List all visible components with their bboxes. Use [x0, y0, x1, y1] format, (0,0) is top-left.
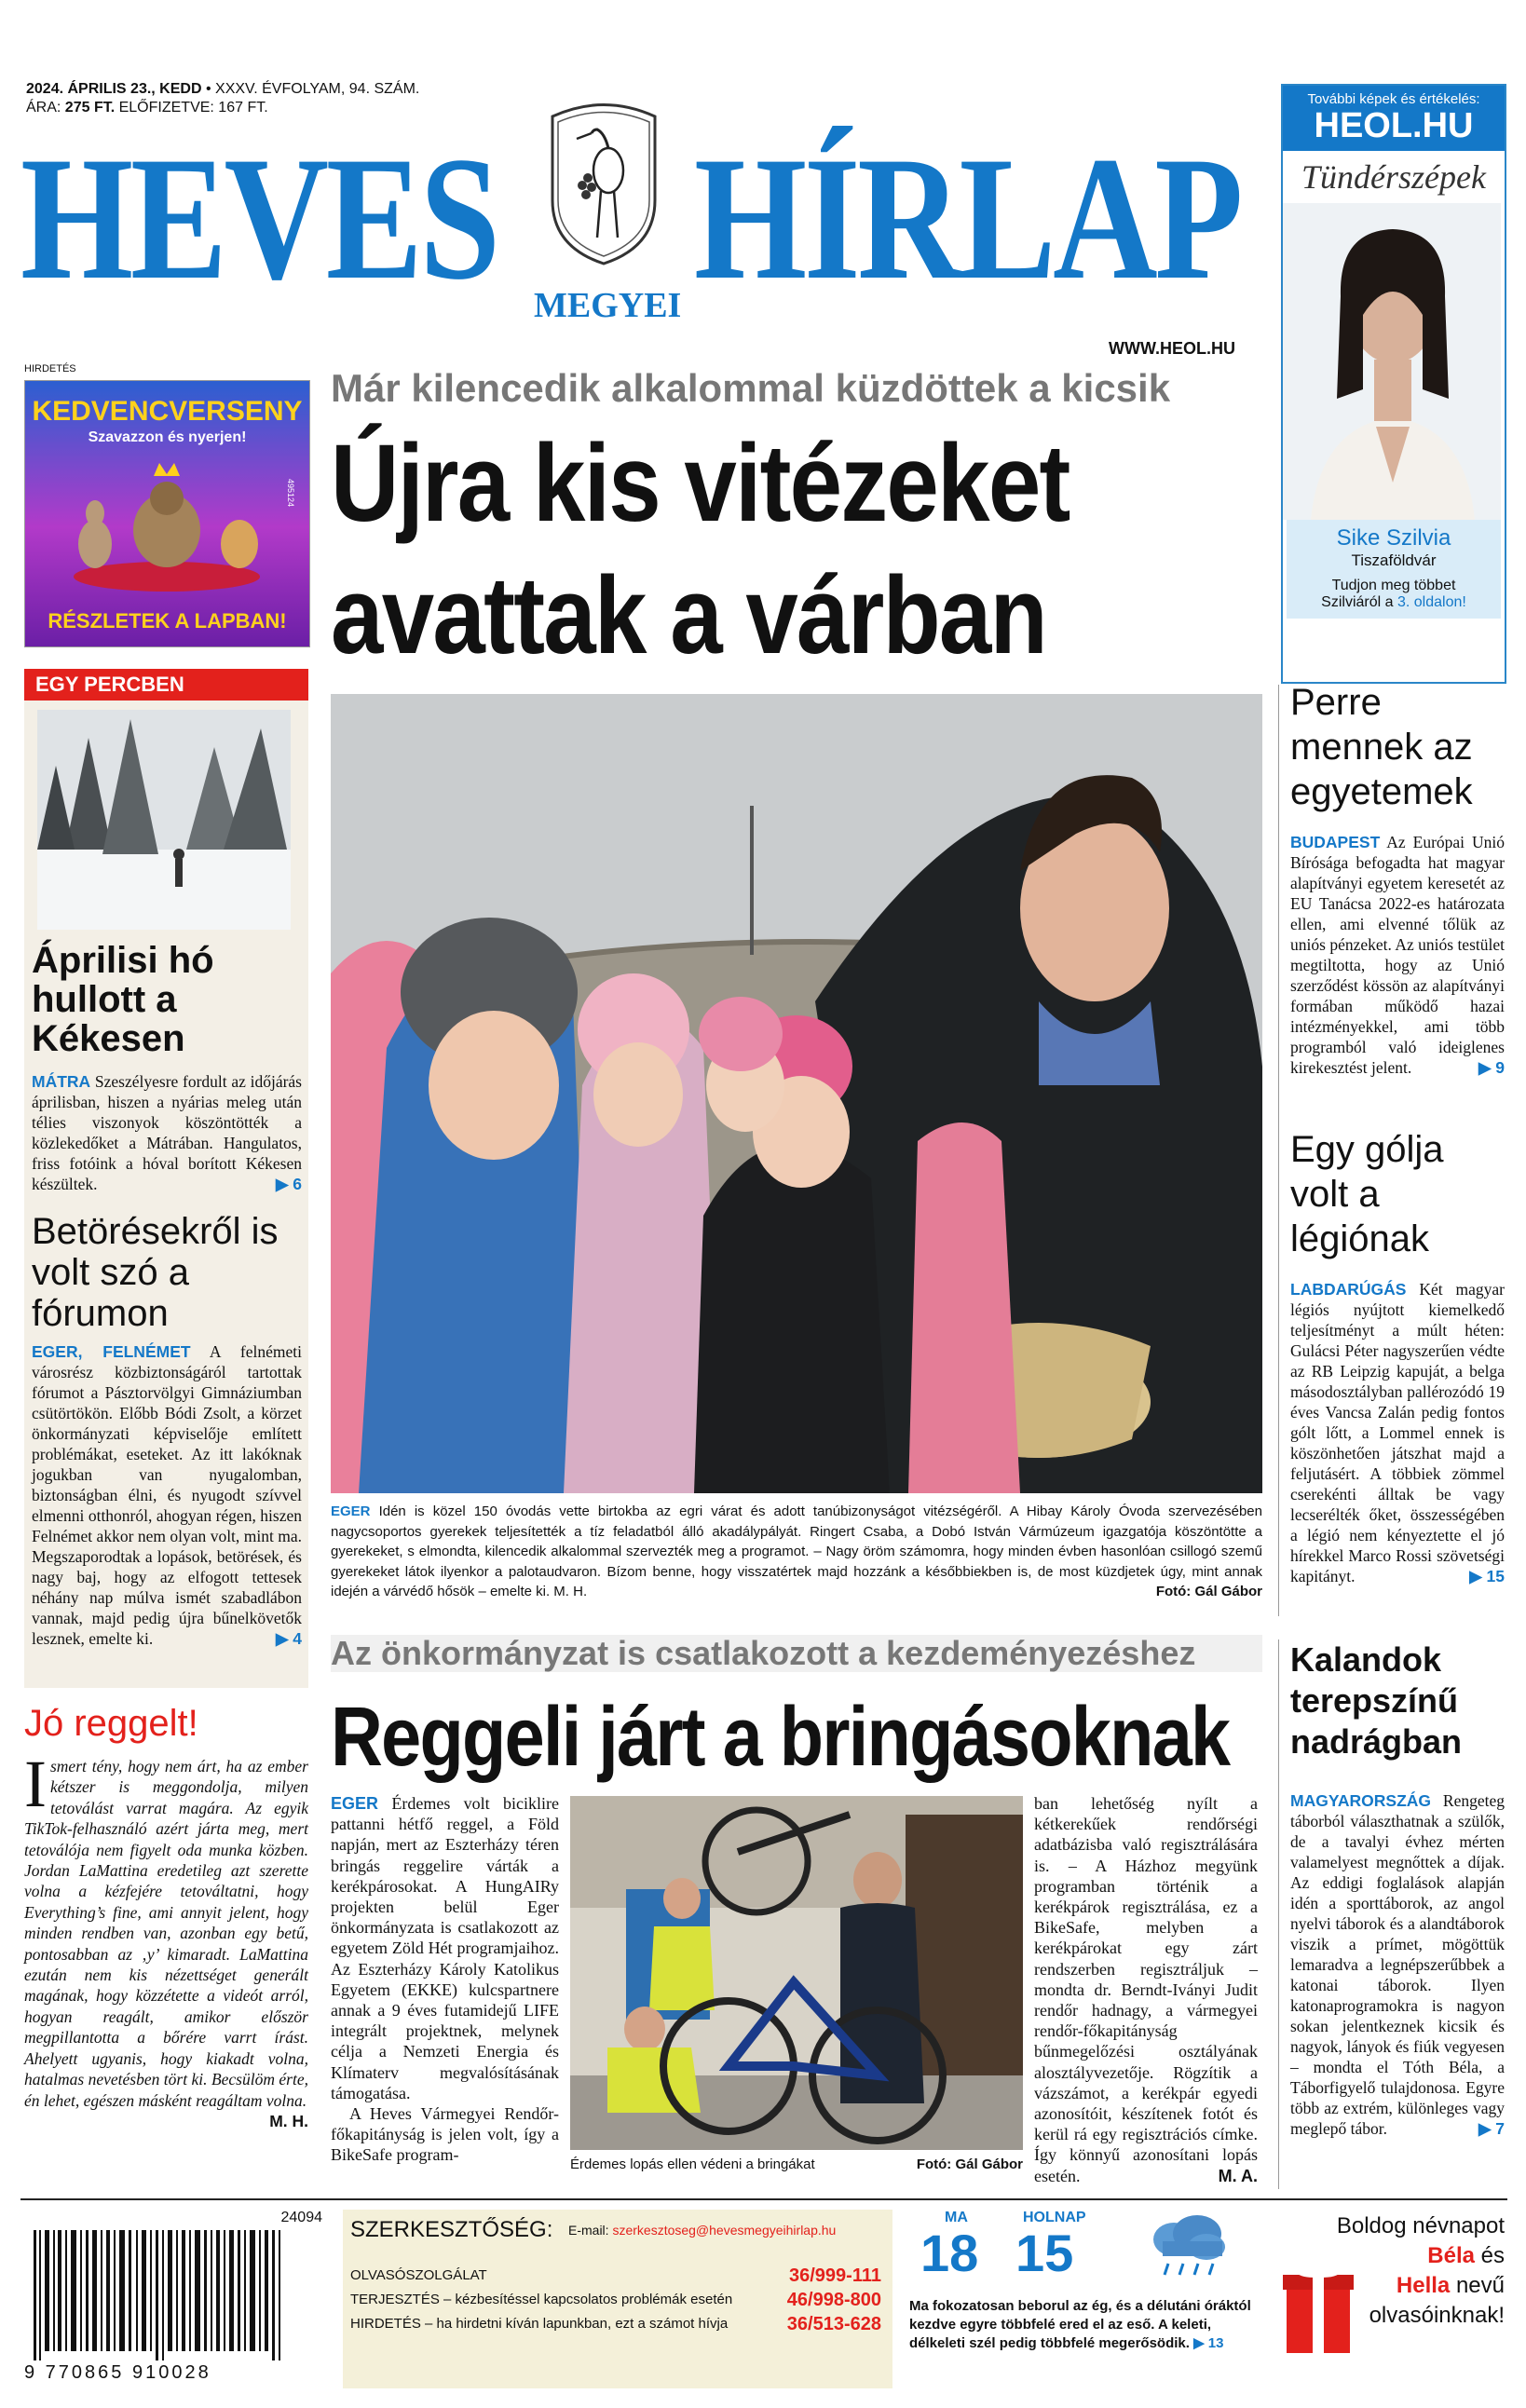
ad-cta: RÉSZLETEK A LAPBAN!: [48, 609, 287, 633]
right-column-divider: [1278, 685, 1279, 1616]
nameday-text: [1281, 2211, 1505, 2331]
story-universities-headline: Perre mennek az egyetemek: [1290, 682, 1473, 812]
bike-kicker: Az önkormányzat is csatlakozott a kezdeményezéshez: [331, 1635, 1262, 1672]
lead-headline-line2: avattak a várban: [331, 554, 1046, 677]
bike-photo: [570, 1796, 1023, 2150]
story-forum-dateline: EGER, FELNÉMET: [32, 1342, 191, 1361]
bike-headline: Reggeli járt a bringásoknak: [331, 1691, 1230, 1784]
nameday-name1: Béla: [1427, 2243, 1475, 2268]
promo-person-town: Tiszaföldvár: [1351, 551, 1437, 569]
website-link[interactable]: WWW.HEOL.HU: [1109, 339, 1235, 358]
story-universities-body: [1290, 832, 1505, 1078]
column-body: [24, 1747, 308, 2131]
story-forum-page-link[interactable]: ▶ 4: [275, 1629, 302, 1648]
bike-photo-caption: Érdemes lopás ellen védeni a bringákat: [570, 2156, 815, 2172]
story-legion-text: Két magyar légiós nyújtott kiemelkedő teljesítményt a múlt héten: Gulácsi Péter nagyszerűen védte az RB Leipzig kapuját, a belga másodosztályban pallérozódó 19 éves Vancsa Zalán pedig fontos gólt lőtt, a Lommel ennek is köszönhetően játszhat majd a feljutásért. A többiek zömmel cserekénti álltak be vagy lecserélték őket, összességében a légió nem kényeztette el jó hírekkel Marco Rossi szövetségi kapitányt.: [1290, 1280, 1505, 1585]
bike-photo-credit: Fotó: Gál Gábor: [916, 2156, 1023, 2172]
lead-caption: [331, 1502, 1262, 1602]
editorial-email[interactable]: szerkesztoseg@hevesmegyeihirlap.hu: [612, 2223, 837, 2238]
promo-teaser-line1: Tudjon meg többet: [1331, 578, 1456, 593]
story-camps-text: Rengeteg táborból választhatnak a szülők, de a tavalyi évhez mérten valamelyest megnőttek a díjak. Az eddigi foglalások alapján idén a sporttáborok, az angol nyelvi táborok és a alandtáborok viszik a prímet, mögöttük lemaradva a legnépszerűbbek a katonai táborok. Ilyen katonaprogramokra is nagyon sokan jelentkeznek kicsik és nagyok, lányok és fiúk vegyesen – mondta el Tóth Béla, a Táborfigyelő tulajdonosa. Egyre több az extrém, különleges vagy meglepő tábor.: [1290, 1791, 1505, 2138]
bike-photo-caption-row: [570, 2156, 1023, 2172]
issue-date: 2024. ÁPRILIS 23., KEDD: [26, 81, 202, 97]
lead-caption-text: Idén is közel 150 óvodás vette birtokba az egri várat és adott tanúbizonyságot vitézségéről. A Hibay Károly Óvoda szervezésében nagycsoportos gyerekek teljesítették a tíz feladatból álló akadálypályát. Ringert Csaba, a Dobó István Vármúzeum igazgatója köszöntötte a gyerekeket, s elmondta, kilencedik alkalommal szervezték meg a programot. – Nagy öröm számomra, hogy minden évben hasonlóan csillogó szemű gyerekeket látok ilyenkor a palotaudvaron. Bízom benne, hogy visszatértek majd hozzánk a későbbiekben is, de most küzdjetek úgy, mint annak idején a várvédő hősök – emelte ki. M. H.: [331, 1503, 1262, 1599]
column-dropcap: I: [24, 1747, 47, 1821]
ad-subtitle: Szavazzon és nyerjen!: [88, 429, 247, 445]
story-universities-page-link[interactable]: ▶ 9: [1478, 1058, 1505, 1077]
story-universities-text: Az Európai Unió Bírósága befogadta hat magyar alapítványi egyetem keresetét az EU Tanácsa 2022-es határozata ellen, ami elvenné tőlük az uniós pénzeket. Az uniós testület megtiltotta, hogy az Unió szerződést kössön az alapítványi formában működő hazai intézményekkel, ami több programból való ideiglenes kirekesztést jelent.: [1290, 833, 1505, 1077]
editorial-row: [350, 2264, 881, 2288]
story-snow-headline: Áprilisi hó hullott a Kékesen: [32, 940, 214, 1059]
story-universities-dateline: BUDAPEST: [1290, 833, 1381, 851]
editorial-row: [350, 2288, 881, 2312]
promo-teaser-b: 3. oldalon!: [1397, 594, 1466, 610]
story-legion-page-link[interactable]: ▶ 15: [1469, 1567, 1505, 1585]
barcode-top-number: 24094: [280, 2210, 322, 2225]
story-snow-text: Szeszélyesre fordult az időjárás áprilisban, hiszen a nyárias meleg után télies viszonyok köszöntötték a közlekedőket a Mátrában. Hangulatos, friss fotóink a hóval borított Kékesen készültek.: [32, 1072, 302, 1193]
story-camps-page-link[interactable]: ▶ 7: [1478, 2119, 1505, 2138]
weather-forecast: [909, 2297, 1268, 2353]
editorial-row-label: OLVASÓSZOLGÁLAT: [350, 2267, 487, 2283]
story-universities-page: 9: [1495, 1058, 1505, 1077]
editorial-row-number[interactable]: 36/513-628: [786, 2314, 881, 2334]
bike-text-col2: ban lehetőség nyílt a kétkerekűek rendőrségi adatbázisba való regisztrálására is. – A Házhoz megyünk programban történik a kerékpárok regisztrálása, ez a BikeSafe, melyben a kerékpárokat egy zárt rendszerben regisztráljuk – mondta dr. Berndt-Iványi Judit rendőr hadnagy, a vármegyei rendőr-főkapitányság bűnmegelőzési osztályának alosztályvezetője. Rögzítik a vázszámot, a kerékpár egyedi azonosítóit, készítenek fotót és kerül rá egy regisztrációs címke. Így könnyű azonosítani lopás esetén.: [1034, 1794, 1258, 2185]
nameday-line3: nevű: [1455, 2273, 1505, 2298]
editorial-title: SZERKESZTŐSÉG:: [350, 2217, 553, 2242]
editorial-row-number[interactable]: 46/998-800: [786, 2290, 881, 2310]
barcode: [24, 2210, 332, 2388]
lead-caption-dateline: EGER: [331, 1503, 371, 1519]
subscription-price: ELŐFIZETVE: 167 FT.: [118, 100, 268, 116]
weather-today-label: MA: [945, 2210, 968, 2225]
rain-cloud-icon: [1146, 2213, 1230, 2288]
ad-label: HIRDETÉS: [24, 363, 76, 374]
nameday-line4: olvasóinknak!: [1369, 2303, 1505, 2328]
lead-photo-credit: Fotó: Gál Gábor: [1155, 1584, 1262, 1599]
editorial-rows: [350, 2264, 881, 2336]
promo-portrait-image: [1283, 203, 1501, 520]
nameday-line1: Boldog névnapot: [1336, 2213, 1505, 2238]
lead-headline-line1: Újra kis vitézeket: [331, 422, 1070, 545]
promo-person-name: Sike Szilvia: [1336, 525, 1451, 551]
editorial-box: [343, 2210, 892, 2388]
ad-code: 495124: [286, 479, 295, 508]
promo-top-text: További képek és értékelés:: [1307, 91, 1480, 107]
story-snow-body: [32, 1071, 302, 1194]
price-value: 275 FT.: [64, 100, 116, 116]
editorial-row-label: TERJESZTÉS – kézbesítéssel kapcsolatos problémák esetén: [350, 2292, 733, 2307]
editorial-row: [350, 2312, 881, 2336]
weather-tomorrow-temp: 15: [1015, 2224, 1074, 2282]
editorial-row-label: HIRDETÉS – ha hirdetni kíván lapunkban, ezt a számot hívja: [350, 2316, 729, 2332]
bike-body-col2: [1034, 1793, 1258, 2186]
bike-text-col1: Érdemes volt biciklire pattanni hétfő reggel, a Föld napján, mert az Eszterházy téren bringás reggelire várták a kerékpárosokat. A HungAIRy projekten belül Eger önkormányzata is csatlakozott az egyetem Zöld Hét programjaihoz. Az Eszterházy Károly Katolikus Egyetem (EKKE) kulcspartnere annak a 9 éves futamidejű LIFE integrált projektnek, melynek célja a Nemzeti Energia és Klímaterv megvalósításának támogatása.: [331, 1794, 559, 2102]
crest-stork-icon: [543, 98, 664, 265]
story-snow-page-link[interactable]: ▶ 6: [275, 1175, 302, 1193]
section-egy-percben: EGY PERCBEN: [24, 669, 308, 701]
issue-volume: • XXXV. ÉVFOLYAM, 94. SZÁM.: [205, 81, 420, 97]
promo-script-title: Tündérszépek: [1301, 158, 1486, 196]
promo-teaser-a: Szilviáról a: [1321, 594, 1394, 610]
nameday-name2: Hella: [1396, 2273, 1451, 2298]
price-label: ÁRA:: [26, 100, 61, 116]
story-forum-headline: Betörésekről is volt szó a fórumon: [32, 1211, 279, 1334]
snow-forest-photo: [37, 710, 291, 930]
promo-box[interactable]: [1281, 84, 1506, 684]
bike-body-col1: [331, 1793, 559, 2166]
masthead-megyei: MEGYEI: [534, 286, 682, 325]
ad-banner[interactable]: [24, 380, 310, 647]
story-forum-body: [32, 1341, 302, 1649]
promo-brand: HEOL.HU: [1314, 106, 1474, 145]
ad-title: KEDVENCVERSENY: [32, 396, 303, 427]
issue-info: [26, 80, 419, 117]
story-camps-page: 7: [1495, 2119, 1505, 2138]
bike-dateline: EGER: [331, 1794, 379, 1813]
lead-kicker: Már kilencedik alkalommal küzdöttek a kicsik: [331, 366, 1171, 410]
bike-signature: M. A.: [1218, 2166, 1258, 2185]
nameday-box: [1281, 2210, 1505, 2388]
column-signature: M. H.: [269, 2111, 308, 2130]
right-column-divider-2: [1278, 1639, 1279, 2189]
barcode-bars-icon: [24, 2230, 322, 2360]
column-text: smert tény, hogy nem árt, ha az ember kétszer is meggondolja, milyen tetoválást varrat magára. Az egyik TikTok-felhasználó azért járta meg, mert tetoválója nem figyelt oda munka közben. Jordan LaMattina eredetileg azt szerette volna a kézfejére tetováltatni, hogy Everything’s fine, ami annyit jelent, hogy minden rendben van, azonban egy betű, pontosabban az ‚y’ kimaradt. LaMattina ezután nem kis nézettséget generált magának, hogy közzétette a videót arról, hogyan reagált, amikor először megpillantotta a bőrére varrt írást. Ahelyett ugyanis, hogy kiakadt volna, hatalmas nevetésben tört ki. Becsülöm érte, én lehet, egészen másként reagáltam volna.: [24, 1757, 308, 2110]
story-legion-headline: Egy gólja volt a légiónak: [1290, 1129, 1444, 1259]
footer-rule: [20, 2198, 1507, 2200]
weather-today-temp: 18: [920, 2224, 979, 2282]
barcode-digits: 9 770865 910028: [24, 2362, 211, 2383]
weather-page: 13: [1207, 2335, 1224, 2351]
story-camps-dateline: MAGYARORSZÁG: [1290, 1791, 1432, 1810]
story-camps-body: [1290, 1790, 1505, 2139]
editorial-row-number[interactable]: 36/999-111: [789, 2265, 881, 2286]
story-snow-dateline: MÁTRA: [32, 1072, 91, 1091]
weather-box: [904, 2210, 1272, 2388]
masthead-title-left: HEVES: [20, 121, 497, 317]
masthead-title-right: HÍRLAP: [694, 121, 1241, 317]
nameday-and: és: [1480, 2243, 1505, 2268]
column-title: Jó reggelt!: [24, 1703, 198, 1744]
ad-pets-image: [53, 456, 281, 595]
weather-text: Ma fokozatosan beborul az ég, és a délutáni óráktól kezdve egyre többfelé ered el az eső. A keleti, délkeleti szél pedig többfelé megerősödik.: [909, 2298, 1251, 2351]
story-forum-page: 4: [293, 1629, 302, 1648]
weather-page-link[interactable]: ▶ 13: [1193, 2335, 1224, 2351]
story-forum-text: A felnémeti városrész közbiztonságáról tartottak fórumot a Pásztorvölgyi Gimnáziumban csütörtökön. Előbb Bódi Zsolt, a körzet önkormányzati képviselője említett problémákat, eseteket. Az itt lakóknak jogukban van nyugalomban, biztonságban élni, és nyugodt szívvel elmenni otthonról, ahogyan régen, hiszen Felnémet akkor nem olyan volt, mint ma. Megszaporodtak a lopások, betörések, és nagy baj, hogy az elfogott tettesek néhány nap múlva ismét szabadlábon vannak, majd pedig újra bűnelkövetők lesznek, emelte ki.: [32, 1342, 302, 1648]
lead-photo-kids-castle: [331, 694, 1262, 1493]
story-snow-page: 6: [293, 1175, 302, 1193]
story-camps-headline: Kalandok terepszínű nadrágban: [1290, 1640, 1463, 1761]
weather-tomorrow-label: HOLNAP: [1023, 2210, 1086, 2225]
editorial-email-label: E-mail:: [568, 2223, 609, 2238]
bike-text-col1b: A Heves Vármegyei Rendőr-főkapitányság is jelen volt, így a BikeSafe program-: [331, 2104, 559, 2165]
story-legion-dateline: LABDARÚGÁS: [1290, 1280, 1407, 1299]
story-legion-body: [1290, 1279, 1505, 1586]
story-legion-page: 15: [1486, 1567, 1505, 1585]
